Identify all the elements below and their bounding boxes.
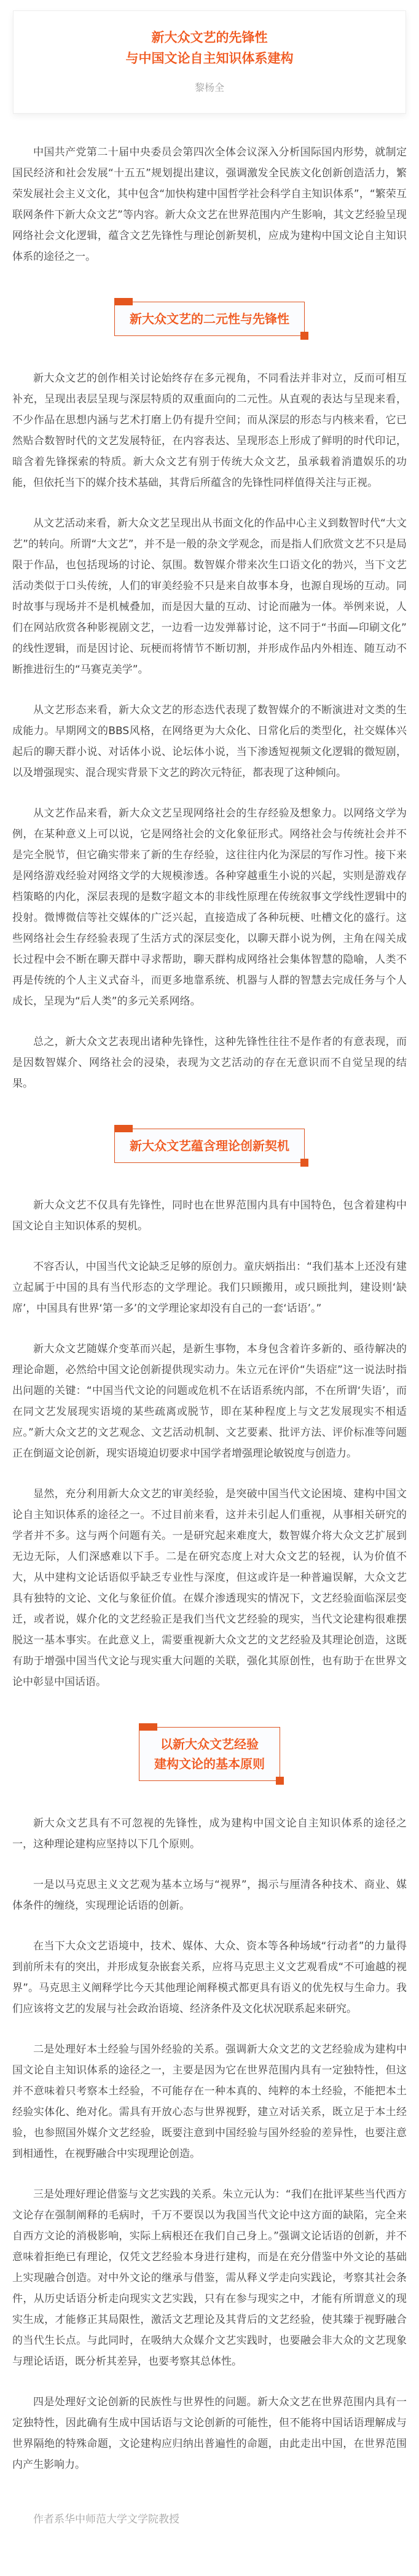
article-page <box>0 10 419 2544</box>
author-name: 黎杨全 <box>194 82 224 93</box>
paragraph-lead: 中国共产党第二十届中央委员会第四次全体会议深入分析国际国内形势，就制定国民经济和社会发展“十五五”规划提出建议，强调激发全民族文化创新创造活力，繁荣发展社会主义文化，其中包含“加快构建中国哲学社会科学自主知识体系”，“繁荣互联网条件下新大众文艺”等内容。新大众文艺在世界范围内产生影响，其文艺经验呈现网络社会文化逻辑，蕴含文艺先锋性与理论创新契机，应成为建构中国文论自主知识体系的途径之一。 <box>12 146 407 263</box>
paragraph: 从文艺作品来看，新大众文艺呈现网络社会的生存经验及想象力。以网络文学为例，在某种意义上可以说，它是网络社会的文化象征形式。网络社会与传统社会并不是完全脱节，但它确实带来了新的生存经验，这往往内化为深层的写作习性。接下来是网络游戏经验对网络文学的大规模渗透。各种穿越重生小说的兴起，实则是游戏存档策略的内化，深层表现的是数字超文本的非线性原理在传统叙事文学线性逻辑中的投射。微博微信等社交媒体的广泛兴起，直接造成了各种玩梗、吐槽文化的盛行。这些网络社会生存经验表现了生活方式的深层变化，以聊天群小说为例，主角在闯关成长过程中会不断在聊天群中寻求帮助，聊天群构成网络社会集体智慧的隐喻，人类不再是传统的个人主义式奋斗，而更多地靠系统、机器与人群的智慧去完成任务与个人成长，呈现为“后人类”的多元关系网络。 <box>12 807 407 1008</box>
title-line-1: 新大众文艺的先锋性 <box>151 30 268 45</box>
paragraph: 一是以马克思主义文艺观为基本立场与“视界”，揭示与厘清各种技术、商业、媒体条件的缠绕，实现理论话语的创新。 <box>12 1879 407 1912</box>
section-heading-3 <box>12 1727 407 1781</box>
paragraph: 显然，充分利用新大众文艺的审美经验，是突破中国当代文论困境、建构中国文论自主知识体系的途径之一。不过目前来看，这并未引起人们重视，从事相关研究的学者并不多。这与两个问题有关。一是研究起来难度大，数智媒介将大众文艺扩展到无边无际，人们深感难以下手。二是在研究态度上对大众文艺的轻视，认为价值不大，从中建构文论话语似乎缺乏专业性与深度，但这或许是一种普遍误解，大众文艺具有独特的文论、文化与象征价值。在媒介渗透现实的情况下，文艺经验面临深层变迁，或者说，媒介化的文艺经验正是我们当代文艺经验的现实，当代文论建构很难摆脱这一基本事实。在此意义上，需要重视新大众文艺的文艺经验及其理论创造，这既有助于增强中国当代文论与现实重大问题的关联，强化其原创性，也有助于在世界文论中彰显中国话语。 <box>12 1488 407 1688</box>
paragraph: 总之，新大众文艺表现出诸种先锋性，这种先锋性往往不是作者的有意表现，而是因数智媒介、网络社会的浸染，表现为文艺活动的存在无意识而不自觉呈现的结果。 <box>12 1036 407 1090</box>
paragraph: 四是处理好文论创新的民族性与世界性的问题。新大众文艺在世界范围内具有一定独特性，因此确有生成中国话语与文论创新的可能性，但不能将中国话语理解成与世界隔绝的特殊命题，文论建构应归纳出普遍性的命题，由此走出中国，在世界范围内产生影响力。 <box>12 2396 407 2471</box>
section-heading-3-line-2: 建构文论的基本原则 <box>154 1756 265 1771</box>
paragraph: 从文艺形态来看，新大众文艺的形态迭代表现了数智媒介的不断演进对文类的生成能力。早期网文的BBS风格，在网络更为大众化、日常化后的类型化，社交媒体兴起后的聊天群小说、对话体小说、论坛体小说，当下渗透短视频文化逻辑的微短剧，以及增强现实、混合现实背景下文艺的跨次元特征，都表现了这种倾向。 <box>12 704 407 779</box>
paragraph: 二是处理好本土经验与国外经验的关系。强调新大众文艺的文艺经验成为建构中国文论自主知识体系的途径之一，主要是因为它在世界范围内具有一定独特性，但这并不意味着只考察本土经验，不可能存在一种本真的、纯粹的本土经验，不能把本土经验实体化、绝对化。需具有开放心态与世界视野，建立对话关系，既立足于本土经验，也参照国外媒介文艺经验，既要注意到中国经验与国外经验的差异性，也要注意到相通性，在视野融合中实现理论创造。 <box>12 2043 407 2160</box>
title-card <box>13 10 406 114</box>
author-affiliation: 作者系华中师范大学文学院教授 <box>33 2513 179 2526</box>
paragraph: 在当下大众文艺语境中，技术、媒体、大众、资本等各种场域“行动者”的力量得到前所未有的突出，并形成复杂嵌套关系，应将马克思主义文艺观看成“不可逾越的视界”。马克思主义阐释学比今天其他理论阐释模式都更具有语义的优先权与生命力。我们应该将文艺的发展与社会政治语境、经济条件及文化状况联系起来研究。 <box>12 1940 407 2015</box>
page-title <box>21 27 398 69</box>
section-heading-1 <box>12 302 407 336</box>
section-heading-2 <box>12 1129 407 1163</box>
section-heading-1-line-1: 新大众文艺的二元性与先锋性 <box>130 311 289 326</box>
paragraph: 新大众文艺不仅具有先锋性，同时也在世界范围内具有中国特色，包含着建构中国文论自主知识体系的契机。 <box>12 1199 407 1232</box>
paragraph: 新大众文艺随媒介变革而兴起，是新生事物，本身包含着许多新的、亟待解决的理论命题，必然给中国文论创新提供现实动力。朱立元在评价“失语症”这一说法时指出问题的关键：“中国当代文论的问题或危机不在话语系统内部，不在所谓‘失语’，而在同文艺发展现实语境的某些疏离或脱节，即在某种程度上与文艺发展现实不相适应。”新大众文艺的文艺观念、文艺活动机制、文艺要素、批评方法、评价标准等问题正在倒逼文论创新，现实语境迫切要求中国学者增强理论敏锐度与创造力。 <box>12 1343 407 1460</box>
section-heading-3-line-1: 以新大众文艺经验 <box>160 1737 259 1752</box>
paragraph: 新大众文艺具有不可忽视的先锋性，成为建构中国文论自主知识体系的途径之一，这种理论建构应坚持以下几个原则。 <box>12 1817 407 1850</box>
title-line-2: 与中国文论自主知识体系建构 <box>125 51 294 66</box>
article-body <box>0 114 419 2544</box>
section-heading-box-1 <box>114 302 305 336</box>
paragraph: 不容否认，中国当代文论缺乏足够的原创力。童庆炳指出：“我们基本上还没有建立起属于中国的具有当代形态的文学理论。我们只顾搬用，或只顾批判，建设则‘缺席’，中国具有世界‘第一多’的文学理论家却没有自己的一套‘话语’。” <box>12 1261 407 1315</box>
section-heading-box-2 <box>114 1129 305 1163</box>
section-heading-box-3 <box>139 1727 280 1781</box>
paragraph: 三是处理好理论借鉴与文艺实践的关系。朱立元认为：“我们在批评某些当代西方文论存在强制阐释的毛病时，千万不要误以为我国当代文论中这方面的缺陷，完全来自西方文论的消极影响，实际上病根还在我们自己身上。”强调文论话语的创新，并不意味着拒绝已有理论，仅凭文艺经验本身进行建构，而是在充分借鉴中外文论的基础上实现融合创造。对中外文论的继承与借鉴，需从释义学走向实践论，考察其社会条件，从历史话语分析走向现实文艺实践，只有在参与现实之中，才能有所谓意义的现实生成，才能修正其局限性，激活文艺理论及其背后的文艺经验，使其臻于视野融合的当代生长点。与此同时，在吸纳大众媒介文艺实践时，也要融会非大众的文艺现象与理论话语，既分析其差异，也要考察其总体性。 <box>12 2188 407 2368</box>
section-heading-2-line-1: 新大众文艺蕴含理论创新契机 <box>130 1138 289 1153</box>
paragraph: 从文艺活动来看，新大众文艺呈现出从书面文化的作品中心主义到数智时代“大文艺”的转向。所谓“大文艺”，并不是一般的杂文学观念，而是指人们欣赏文艺不只是局限于作品，也包括现场的讨论、氛围。数智媒介带来次生口语文化的勃兴，当下文艺活动类似于口头传统，人们的审美经验不只是来自故事本身，也源自现场的互动。同时故事与现场并不是机械叠加，而是因大量的互动、讨论而融为一体。举例来说，人们在网站欣赏各种影视剧文艺，一边看一边发弹幕讨论，这不同于“书面—印刷文化”的线性逻辑，而是因讨论、玩梗而将情节不断切割，并形成作品内外相连、随互动不断推进衍生的“马赛克美学”。 <box>12 517 407 676</box>
paragraph: 新大众文艺的创作相关讨论始终存在多元视角，不同看法并非对立，反而可相互补充，呈现出表层呈现与深层特质的双重面向的二元性。从直观的表达与呈现来看，不少作品在思想内涵与艺术打磨上仍有提升空间；而从深层的形态与内核来看，它已然贴合数智时代的文艺发展特征，在内容表达、呈现形态上形成了鲜明的时代印记，暗含着先锋探索的特质。新大众文艺有别于传统大众文艺，虽承载着消遣娱乐的功能，但依托当下的媒介技术基础，其背后所蕴含的先锋性同样值得关注与正视。 <box>12 372 407 489</box>
